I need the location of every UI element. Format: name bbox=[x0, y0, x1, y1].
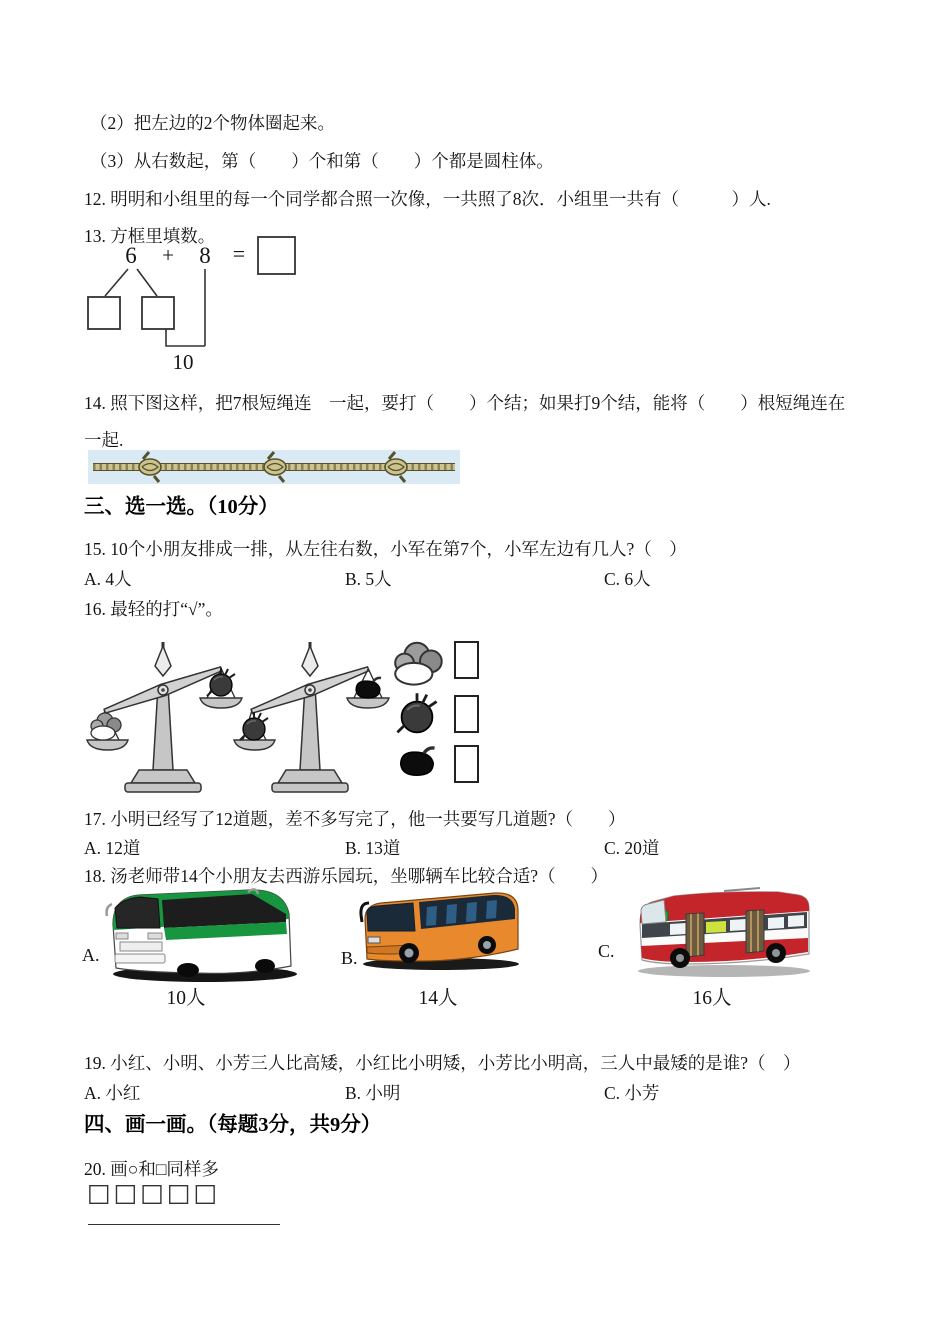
bus-c-image bbox=[628, 882, 820, 980]
bus-a-label: A. bbox=[82, 945, 100, 965]
bus-b-capacity: 14人 bbox=[418, 988, 458, 1009]
scale-base bbox=[278, 770, 342, 783]
q20-square-row: □□□□□ bbox=[87, 1178, 221, 1207]
question-14-stem-line1: 14. 照下图这样，把7根短绳连 一起，要打（ ）个结；如果打9个结，能将（ ）根短绳连在 bbox=[84, 393, 846, 413]
bus-front-hub bbox=[676, 954, 684, 962]
question-subitem-3: （3）从右数起，第（ ）个和第（ ）个都是圆柱体。 bbox=[90, 151, 554, 171]
bus-a-capacity: 10人 bbox=[166, 988, 206, 1009]
eggplant-item bbox=[401, 748, 435, 775]
question-19-stem: 19. 小红、小明、小芳三人比高矮，小红比小明矮，小芳比小明高，三人中最矮的是谁?（ ） bbox=[84, 1053, 801, 1073]
bus-rear-door bbox=[746, 910, 764, 953]
part-answer-box-1 bbox=[88, 297, 120, 329]
question-17-stem: 17. 小明已经写了12道题，差不多写完了，他一共要写几道题?（ ） bbox=[84, 809, 626, 829]
sum-answer-box bbox=[258, 237, 295, 274]
scale-foot bbox=[125, 783, 201, 792]
bus-window bbox=[670, 923, 686, 935]
scale-right-pan bbox=[200, 698, 242, 708]
q19-option-c: C. 小芳 bbox=[604, 1083, 660, 1103]
bus-roof-rail bbox=[724, 888, 760, 891]
q17-option-c: C. 20道 bbox=[604, 838, 660, 858]
turnip-answer-box bbox=[455, 696, 478, 732]
equals-sign: = bbox=[232, 241, 246, 266]
eggplant-answer-box bbox=[455, 746, 478, 782]
balance-scale-1 bbox=[87, 642, 242, 792]
bus-b-label: B. bbox=[341, 948, 358, 968]
bus-window bbox=[768, 917, 784, 929]
balance-scales-image bbox=[78, 628, 490, 796]
eggplant-on-pan bbox=[356, 678, 381, 698]
bus-front-wheel bbox=[177, 963, 199, 977]
question-15-stem: 15. 10个小朋友排成一排，从左往右数，小军在第7个，小军左边有几人?（ ） bbox=[84, 539, 687, 559]
question-14-stem-line2: 一起. bbox=[84, 430, 124, 450]
scale-foot bbox=[272, 783, 348, 792]
scale-left-pan bbox=[87, 740, 128, 750]
bus-front-door bbox=[686, 913, 704, 957]
bus-a-image bbox=[100, 884, 305, 986]
bus-windshield bbox=[367, 903, 415, 931]
scale-left-pan bbox=[234, 740, 275, 750]
number-bond-diagram bbox=[84, 233, 299, 375]
bus-rear-wheel bbox=[255, 959, 275, 973]
addend1-number: 6 bbox=[125, 243, 137, 268]
scale-base bbox=[131, 770, 195, 783]
bus-headlight-right bbox=[148, 933, 162, 939]
bus-front-hub bbox=[405, 949, 414, 958]
bond-branch-left bbox=[105, 269, 128, 296]
section-3-heading: 三、选一选。（10分） bbox=[84, 496, 279, 518]
bus-windshield bbox=[641, 900, 666, 924]
q17-option-b: B. 13道 bbox=[345, 838, 401, 858]
bus-rear-hub bbox=[772, 949, 780, 957]
make-ten-bracket bbox=[166, 329, 205, 346]
bus-bumper bbox=[115, 954, 165, 963]
bus-window bbox=[788, 915, 804, 927]
balance-scale-2 bbox=[234, 642, 389, 792]
bus-grille bbox=[120, 942, 162, 951]
q15-option-a: A. 4人 bbox=[84, 569, 132, 589]
q17-option-a: A. 12道 bbox=[84, 838, 141, 858]
bus-c-capacity: 16人 bbox=[692, 988, 732, 1009]
bus-headlight-left bbox=[116, 933, 128, 939]
question-16-stem: 16. 最轻的打“√”。 bbox=[84, 599, 223, 619]
bus-c-label: C. bbox=[598, 941, 615, 961]
q15-option-c: C. 6人 bbox=[604, 569, 651, 589]
scale-finial bbox=[302, 646, 318, 676]
rope-with-knots-image bbox=[88, 450, 460, 484]
bus-window-reflection bbox=[486, 900, 497, 919]
q20-drawing-line bbox=[88, 1224, 280, 1225]
question-subitem-2: （2）把左边的2个物体圈起来。 bbox=[90, 113, 335, 133]
scale-right-pan bbox=[347, 698, 389, 708]
addend2-number: 8 bbox=[199, 243, 211, 268]
bus-shadow bbox=[638, 965, 810, 977]
question-20-stem: 20. 画○和□同样多 bbox=[84, 1159, 219, 1179]
question-13-stem: 13. 方框里填数。 bbox=[84, 226, 216, 246]
cabbage-answer-box bbox=[455, 642, 478, 678]
bus-window bbox=[730, 919, 746, 931]
q15-option-b: B. 5人 bbox=[345, 569, 392, 589]
ten-label: 10 bbox=[172, 350, 194, 374]
scale-finial bbox=[155, 646, 171, 676]
q19-option-a: A. 小红 bbox=[84, 1083, 141, 1103]
part-answer-box-2 bbox=[142, 297, 174, 329]
question-18-stem: 18. 汤老师带14个小朋友去西游乐园玩，坐哪辆车比较合适?（ ） bbox=[84, 866, 609, 886]
bus-headlight bbox=[368, 937, 380, 943]
bus-window-reflection bbox=[466, 902, 477, 922]
bus-window-sign bbox=[706, 921, 726, 933]
plus-sign: + bbox=[162, 243, 174, 267]
bus-rear-hub bbox=[483, 941, 491, 949]
section-4-heading: 四、画一画。（每题3分，共9分） bbox=[84, 1114, 382, 1136]
bus-window-reflection bbox=[426, 906, 437, 926]
q19-option-b: B. 小明 bbox=[345, 1083, 401, 1103]
bus-mirror-left bbox=[107, 904, 112, 916]
question-12-stem: 12. 明明和小组里的每一个同学都合照一次像，一共照了8次．小组里一共有（ ）人. bbox=[84, 189, 771, 209]
bus-b-image bbox=[355, 885, 527, 973]
bus-window-reflection bbox=[446, 904, 457, 924]
bond-branch-right bbox=[137, 269, 157, 296]
turnip-item bbox=[397, 693, 436, 732]
cabbage-item bbox=[395, 643, 442, 685]
